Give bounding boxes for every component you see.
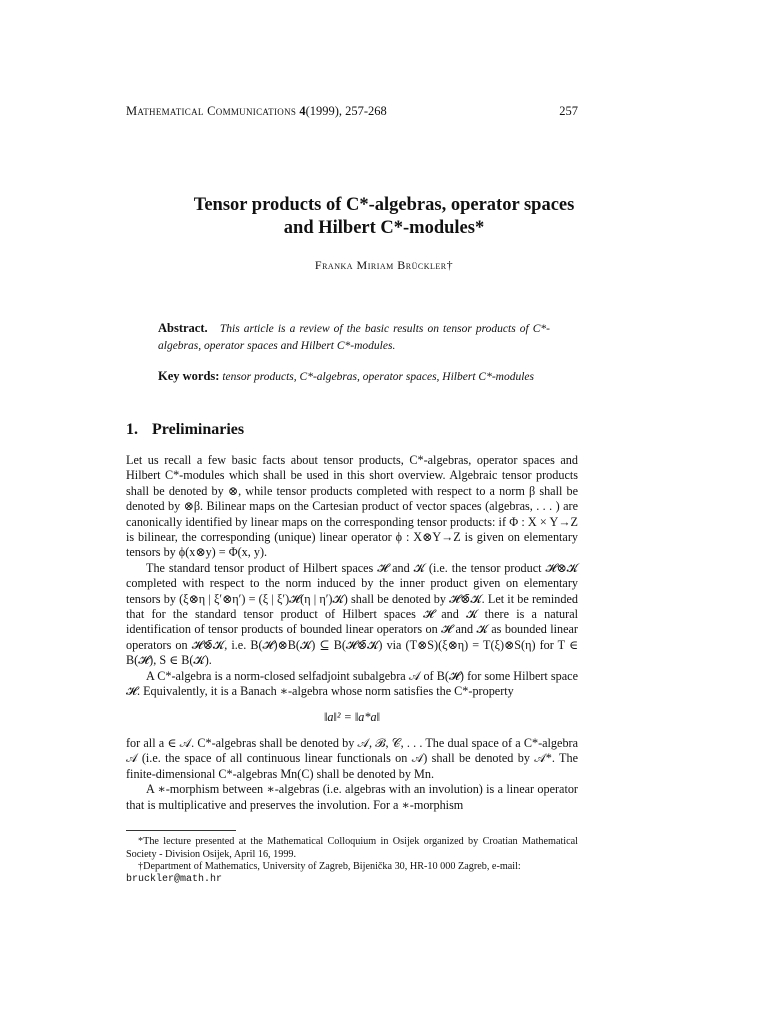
title-line-2: and Hilbert C*-modules*: [283, 218, 485, 238]
footnote: †Department of Mathematics, University of Zagreb, Bijenička 30, HR-10 000 Zagreb, e-mail:: [138, 861, 521, 873]
body-text: [126, 453, 578, 813]
footnotes: [126, 836, 578, 886]
email-address: bruckler@math.hr: [126, 873, 223, 885]
title-line-1: Tensor products of C*-algebras, operator spaces: [193, 195, 575, 215]
section-heading: [126, 421, 244, 439]
paragraph: A C*-algebra is a norm-closed selfadjoint subalgebra 𝒜 of B(𝓗) for some Hilbert space 𝓗. Equivalently, it is a Banach ∗-algebra whose norm satisfies the C*-property: [126, 668, 578, 699]
abstract: Abstract. This article is a review of the basic results on tensor products of C*-algebras, operator spaces and Hilbert C*-modules.: [158, 321, 551, 352]
keywords: [158, 368, 550, 386]
paragraph: Let us recall a few basic facts about tensor products, C*-algebras, operator spaces and Hilbert C*-modules which shall be used in this short overview. Algebraic tensor products shall be denoted by ⊗, while tensor products completed with respect to a norm β shall be denoted by ⊗β. Bilinear maps on the Cartesian product of vector spaces (algebras, . . . ) are canonically identified by linear maps on the corresponding tensor products: if Φ : X × Y→Z is bilinear, the corresponding (unique) linear operator ϕ : X⊗Y→Z is given on elementary tensors by ϕ(x⊗y) = Φ(x, y).: [126, 453, 578, 560]
keywords-label: Key words:: [158, 369, 220, 383]
section-number: 1.: [126, 421, 138, 438]
abstract-text: This article is a review of the basic results on tensor products of C*-algebras, operator spaces and Hilbert C*-modules.: [158, 323, 551, 352]
abstract-label: Abstract: [158, 321, 205, 335]
keywords-text: tensor products, C*-algebras, operator spaces, Hilbert C*-modules: [222, 371, 534, 383]
paragraph: for all a ∈ 𝒜. C*-algebras shall be denoted by 𝒜, ℬ, 𝒞, . . . The dual space of a C*-algebra 𝒜 (i.e. the space of all continuous linear functionals on 𝒜) shall be denoted by 𝒜*. The finite-dimensional C*-algebras Mn(C) shall be denoted by Mn.: [126, 735, 578, 781]
journal-reference: [126, 104, 387, 119]
journal-volume: 4: [299, 104, 306, 118]
journal-name: Mathematical Communications: [126, 104, 297, 118]
paper-title: [100, 194, 668, 240]
paragraph: A ∗-morphism between ∗-algebras (i.e. algebras with an involution) is a linear operator that is multiplicative and preserves the involution. For a ∗-morphism: [126, 782, 578, 812]
footnote: *The lecture presented at the Mathematical Colloquium in Osijek organized by Croatian Mathematical Society - Division Osijek, April 16, 1999.: [126, 836, 578, 860]
section-title: Preliminaries: [152, 421, 245, 438]
footnote-divider: [126, 830, 236, 831]
running-head: [126, 104, 578, 119]
journal-year-pages: (1999), 257-268: [305, 104, 387, 118]
page-number: 257: [559, 104, 578, 118]
paragraph: The standard tensor product of Hilbert spaces 𝓗 and 𝓚 (i.e. the tensor product 𝓗⊗𝓚 completed with respect to the norm induced by the inner product given on elementary tensors by (ξ⊗η | ξ′⊗η′) = (ξ | ξ′)𝓗(η | η′)𝓚) shall be denoted by 𝓗⊗̄𝓚. Let it be reminded that for the standard tensor product of Hilbert spaces 𝓗 and 𝓚 there is a natural identification of tensor products of bounded linear operators on 𝓗 and 𝓚 as bounded linear operators on 𝓗⊗̄𝓚, i.e. B(𝓗)⊗B(𝓚) ⊆ B(𝓗⊗̄𝓚) via (T⊗S)(ξ⊗η) = T(ξ)⊗S(η) for T ∈ B(𝓗), S ∈ B(𝓚).: [126, 560, 578, 668]
author-name: Franka Miriam Brückler†: [314, 258, 454, 272]
display-equation: ‖a‖² = ‖a*a‖: [323, 709, 381, 724]
